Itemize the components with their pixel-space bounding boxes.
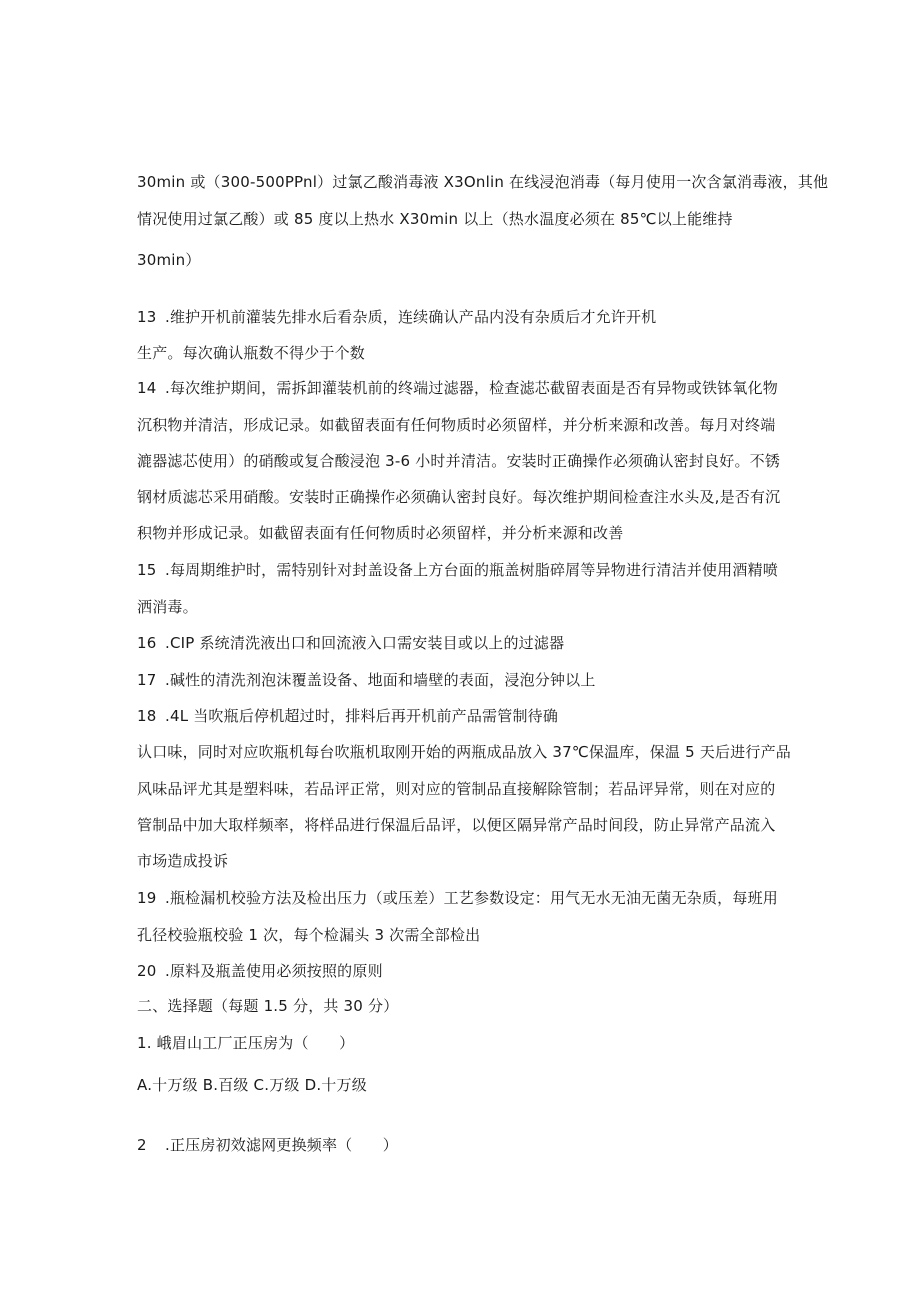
item13-line1 (137, 307, 656, 327)
item14-number: 14 (137, 379, 157, 397)
section2-title: 二、选择题（每题 1.5 分，共 30 分） (137, 997, 399, 1015)
item20-text: .原料及瓶盖使用必须按照的原则 (165, 962, 383, 980)
item19-text: .瓶检漏机校验方法及检出压力（或压差）工艺参数设定：用气无水无油无菌无杂质，每班用 (165, 889, 778, 907)
item12-cont-line3: 30min） (137, 251, 201, 269)
item15-line1 (137, 560, 778, 580)
item14-line4: 钢材质滤芯采用硝酸。安装时正确操作必须确认密封良好。每次维护期间检查注水头及,是否有沉 (137, 488, 781, 506)
item18-line1 (137, 706, 558, 726)
item18-line3: 风味品评尤其是塑料味，若品评正常，则对应的管制品直接解除管制；若品评异常，则在对应的 (137, 780, 776, 798)
item18-line2: 认口味，同时对应吹瓶机每台吹瓶机取刚开始的两瓶成品放入 37℃保温库，保温 5 天后进行产品 (137, 743, 791, 761)
item18-line4: 管制品中加大取样频率，将样品进行保温后品评，以便区隔异常产品时间段，防止异常产品流入 (137, 816, 776, 834)
item14-line5: 积物并形成记录。如截留表面有任何物质时必须留样，并分析来源和改善 (137, 524, 624, 542)
item17-text: .碱性的清洗剂泡沫覆盖设备、地面和墙壁的表面，浸泡分钟以上 (165, 671, 596, 689)
q1-options: A.十万级 B.百级 C.万级 D.十万级 (137, 1076, 367, 1094)
q2-number: 2 (137, 1136, 147, 1154)
item12-cont-line1: 30min 或（300-500PPnl）过氯乙酸消毒液 X3Onlin 在线浸泡消毒（每月使用一次含氯消毒液，其他 (137, 173, 829, 191)
item18-line5: 市场造成投诉 (137, 852, 229, 870)
item14-line1 (137, 378, 778, 398)
item18-text: .4L 当吹瓶后停机超过时，排料后再开机前产品需管制待确 (165, 707, 559, 725)
q2-text: .正压房初效滤网更换频率（ ） (165, 1136, 398, 1154)
item19-line1 (137, 888, 778, 908)
item13-text: .维护开机前灌装先排水后看杂质，连续确认产品内没有杂质后才允许开机 (165, 308, 657, 326)
item15-number: 15 (137, 561, 157, 579)
item16-number: 16 (137, 634, 157, 652)
item20-line1 (137, 961, 383, 981)
item16-line1 (137, 633, 564, 653)
item15-text: .每周期维护时，需特别针对封盖设备上方台面的瓶盖树脂碎屑等异物进行清洁并使用酒精喷 (165, 561, 778, 579)
item16-text: .CIP 系统清洗液出口和回流液入口需安装目或以上的过滤器 (165, 634, 565, 652)
q1-question: 1. 峨眉山工厂正压房为（ ） (137, 1034, 355, 1052)
item20-number: 20 (137, 962, 157, 980)
item19-number: 19 (137, 889, 157, 907)
item19-line2: 孔径校验瓶校验 1 次，每个检漏头 3 次需全部检出 (137, 926, 481, 944)
item14-line2: 沉积物并清洁，形成记录。如截留表面有任何物质时必须留样，并分析来源和改善。每月对终端 (137, 416, 776, 434)
item14-line3: 漉器滤芯使用）的硝酸或复合酸浸泡 3-6 小时并清洁。安装时正确操作必须确认密封良好。不锈 (137, 452, 781, 470)
item13-number: 13 (137, 308, 157, 326)
q2-line (137, 1135, 398, 1155)
item14-text: .每次维护期间，需拆卸灌装机前的终端过滤器，检查滤芯截留表面是否有异物或铁钵氧化物 (165, 379, 778, 397)
item17-line1 (137, 670, 596, 690)
item15-line2: 洒消毒。 (137, 598, 198, 616)
item18-number: 18 (137, 707, 157, 725)
item17-number: 17 (137, 671, 157, 689)
item13-line2: 生产。每次确认瓶数不得少于个数 (137, 344, 366, 362)
item12-cont-line2: 情况使用过氯乙酸）或 85 度以上热水 X30min 以上（热水温度必须在 85℃以上能维持 (137, 210, 733, 228)
